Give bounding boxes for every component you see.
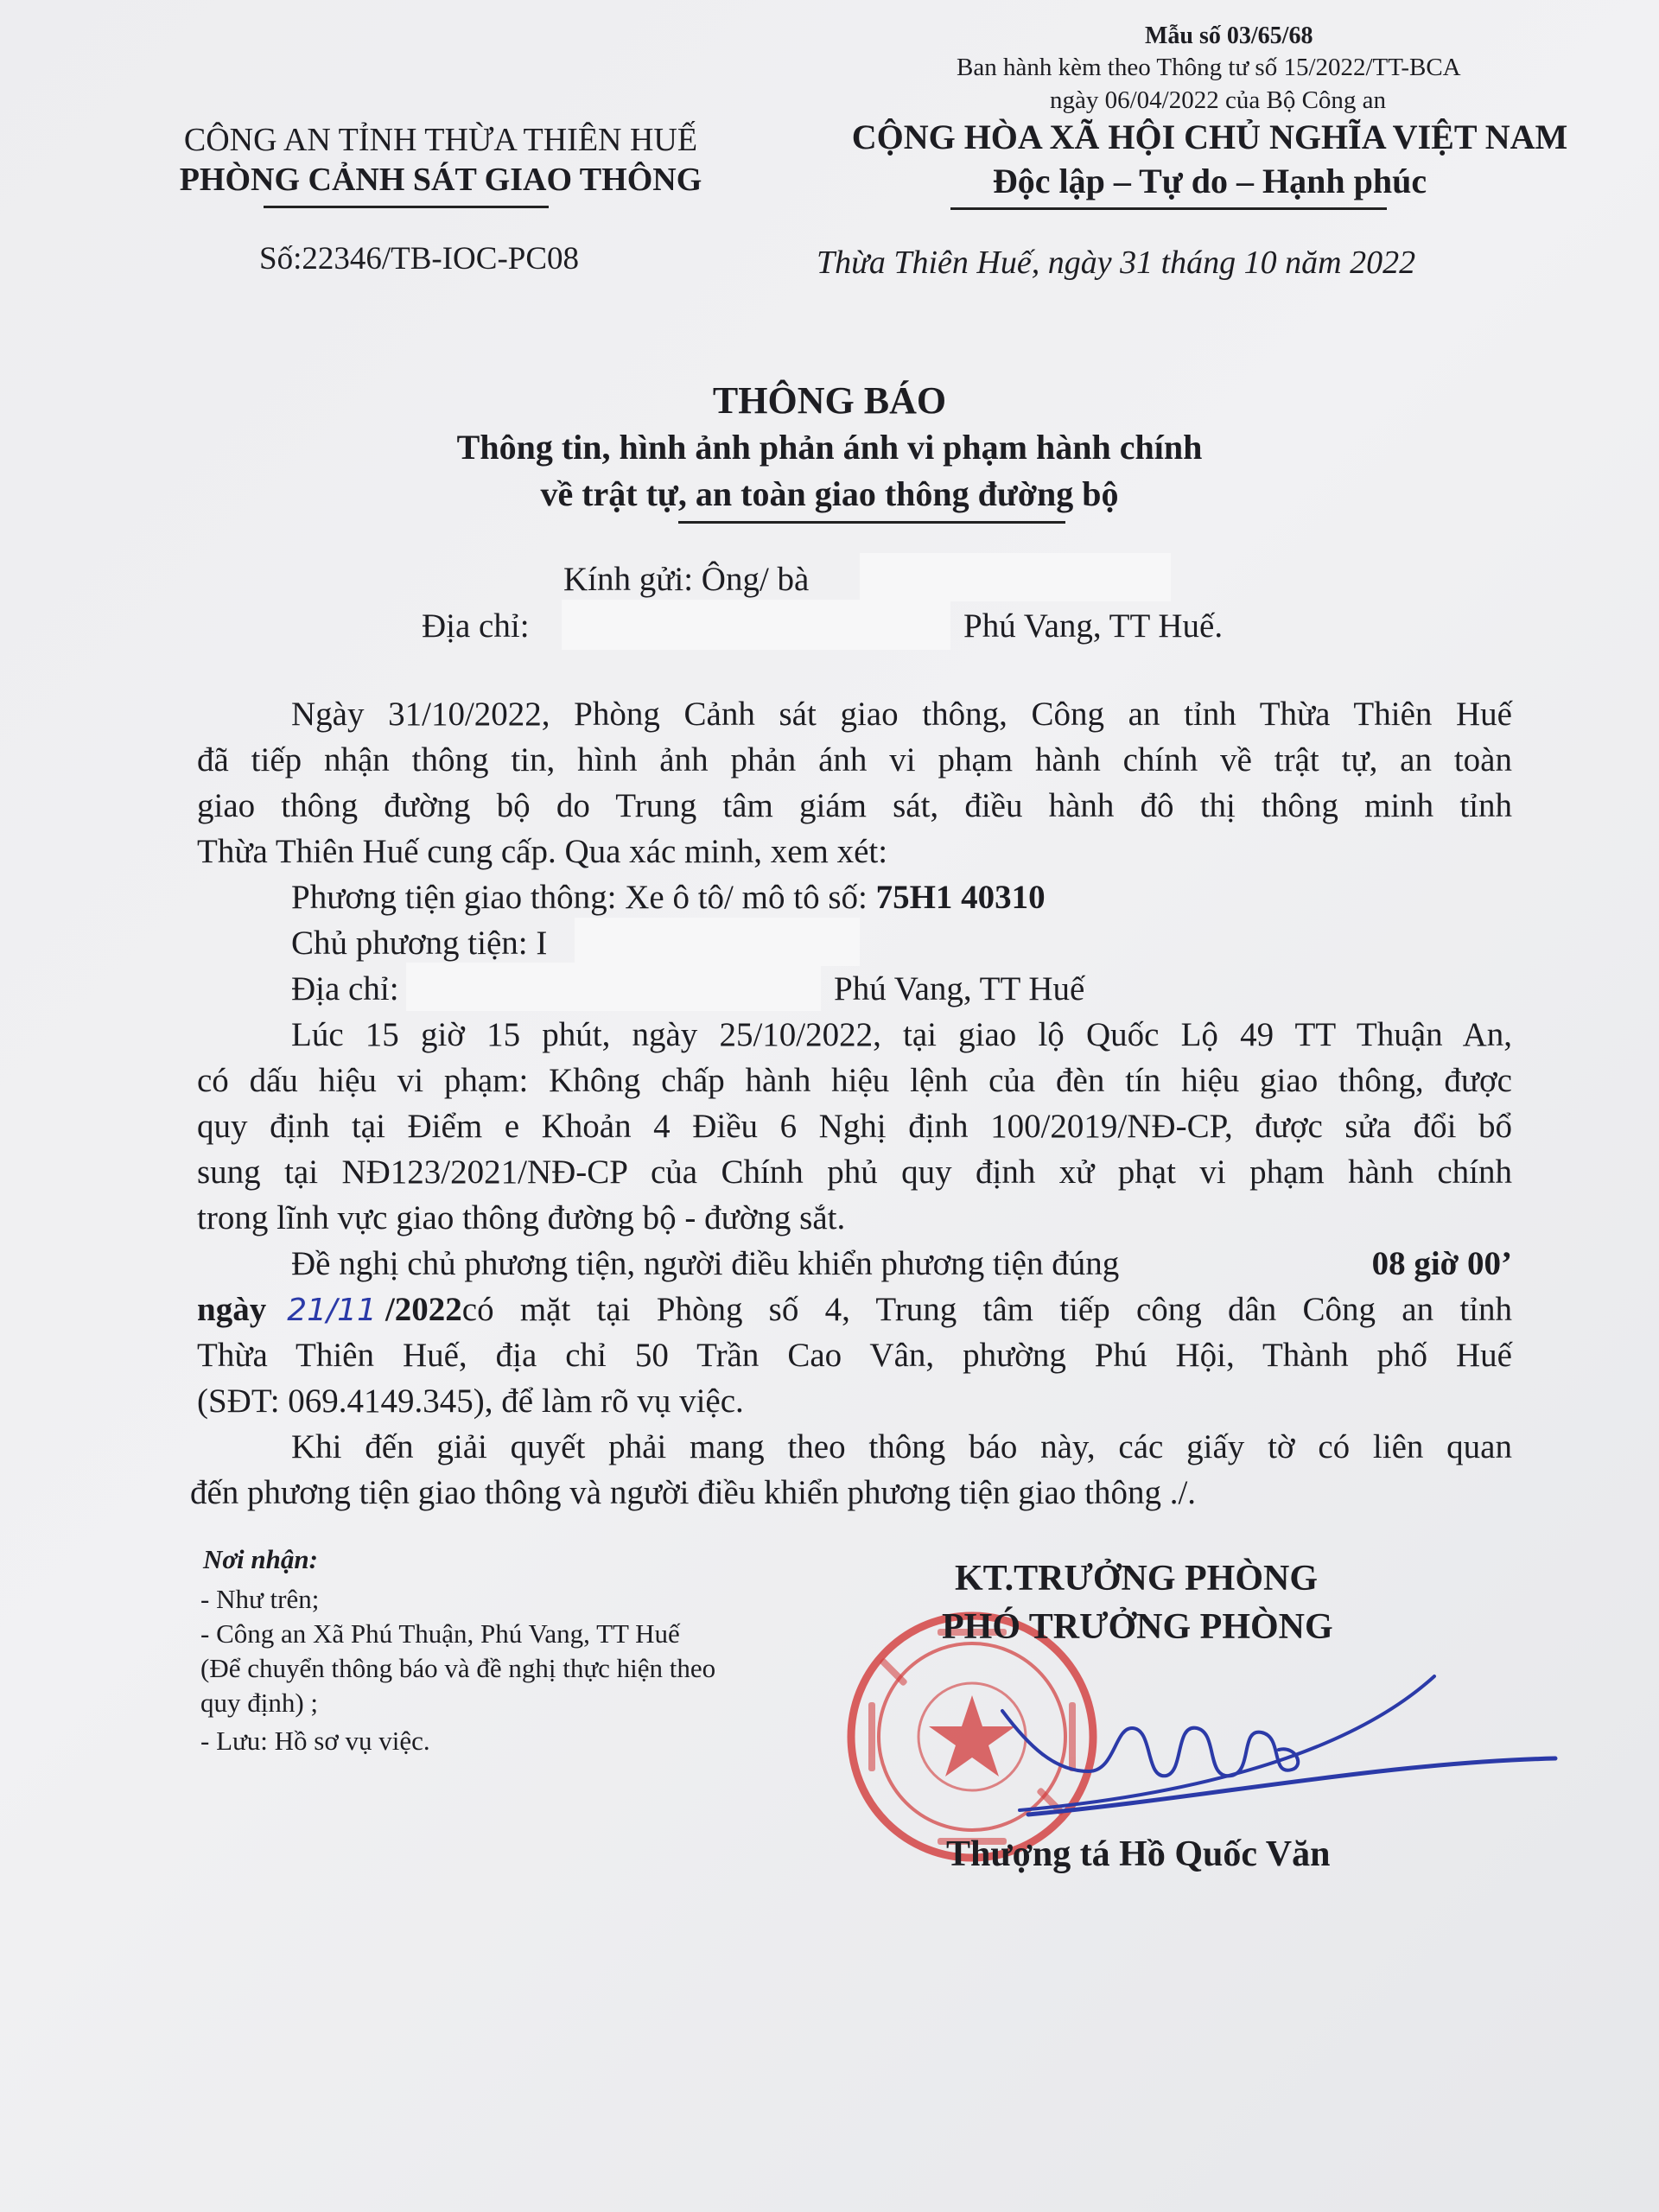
- address-tail: Phú Vang, TT Huế.: [963, 607, 1224, 645]
- intro-line-3: giao thông đường bộ do Trung tâm giám sát, điều hành đô thị thông minh tỉnh: [197, 787, 1512, 824]
- request-line-4: (SĐT: 069.4149.345), để làm rõ vụ việc.: [197, 1382, 744, 1420]
- violation-line-3: quy định tại Điểm e Khoản 4 Điều 6 Nghị định 100/2019/NĐ-CP, được sửa đổi bổ: [197, 1108, 1512, 1145]
- place-date: Thừa Thiên Huế, ngày 31 tháng 10 năm 2022: [817, 245, 1416, 281]
- handwritten-date: 21/11: [287, 1293, 377, 1328]
- closing-line-1: Khi đến giải quyết phải mang theo thông báo này, các giấy tờ có liên quan: [291, 1428, 1512, 1465]
- signer-name: Thượng tá Hồ Quốc Văn: [946, 1834, 1331, 1874]
- closing-line-2: đến phương tiện giao thông và người điều khiển phương tiện giao thông ./.: [190, 1474, 1197, 1511]
- handwritten-signature: [994, 1659, 1564, 1832]
- document-number: Số:22346/TB-IOC-PC08: [259, 241, 580, 276]
- violation-line-1: Lúc 15 giờ 15 phút, ngày 25/10/2022, tại giao lộ Quốc Lộ 49 TT Thuận An,: [291, 1016, 1512, 1053]
- intro-line-1: Ngày 31/10/2022, Phòng Cảnh sát giao thông, Công an tỉnh Thừa Thiên Huế: [291, 696, 1512, 733]
- owner-line: [291, 920, 547, 966]
- recipients-heading: Nơi nhận:: [203, 1544, 318, 1574]
- recipient-item-5: - Lưu: Hồ sơ vụ việc.: [200, 1726, 430, 1756]
- document-subtitle-2: về trật tự, an toàn giao thông đường bộ: [540, 474, 1119, 513]
- owner-address-tail: Phú Vang, TT Huế: [834, 970, 1085, 1007]
- document-subtitle-1: Thông tin, hình ảnh phản ánh vi phạm hành chính: [456, 428, 1203, 467]
- request-year: /2022: [385, 1291, 462, 1328]
- owner-partial: I: [536, 925, 548, 962]
- address-label: Địa chỉ:: [422, 607, 530, 645]
- nation-title: CỘNG HÒA XÃ HỘI CHỦ NGHĨA VIỆT NAM: [851, 118, 1568, 156]
- request-line-2-rest: có mặt tại Phòng số 4, Trung tâm tiếp công dân Công an tỉnh: [461, 1291, 1512, 1328]
- motto-underline: [950, 207, 1387, 210]
- recipient-item-4: quy định) ;: [200, 1688, 319, 1718]
- vehicle-line: [291, 874, 1046, 920]
- form-reference-line-2: ngày 06/04/2022 của Bộ Công an: [1050, 86, 1387, 114]
- agency-underline: [264, 206, 549, 208]
- agency-parent: CÔNG AN TỈNH THỪA THIÊN HUẾ: [183, 122, 698, 158]
- request-line-2: [197, 1287, 1512, 1333]
- request-line-3: Thừa Thiên Huế, địa chỉ 50 Trần Cao Vân, phường Phú Hội, Thành phố Huế: [197, 1337, 1512, 1374]
- redacted-name: [860, 553, 1171, 601]
- intro-line-2: đã tiếp nhận thông tin, hình ảnh phản ánh vi phạm hành chính về trật tự, an toàn: [197, 741, 1512, 779]
- title-underline: [678, 521, 1065, 524]
- agency-name: PHÒNG CẢNH SÁT GIAO THÔNG: [179, 162, 702, 198]
- document-title: THÔNG BÁO: [712, 379, 947, 422]
- intro-line-4: Thừa Thiên Huế cung cấp. Qua xác minh, xem xét:: [197, 833, 888, 870]
- salutation: Kính gửi: Ông/ bà: [563, 561, 810, 598]
- request-day-label: ngày: [197, 1291, 267, 1328]
- violation-line-2: có dấu hiệu vi phạm: Không chấp hành hiệu lệnh của đèn tín hiệu giao thông, được: [197, 1062, 1512, 1099]
- request-text: Đề nghị chủ phương tiện, người điều khiển phương tiện đúng: [291, 1245, 1120, 1282]
- recipient-item-3: (Để chuyển thông báo và đề nghị thực hiện theo: [200, 1653, 716, 1683]
- vehicle-plate: 75H1 40310: [875, 879, 1046, 916]
- signature-title-2: PHÓ TRƯỞNG PHÒNG: [942, 1607, 1333, 1647]
- violation-line-5: trong lĩnh vực giao thông đường bộ - đường sắt.: [197, 1199, 846, 1236]
- redacted-address: [562, 600, 950, 650]
- signature-title-1: KT.TRƯỞNG PHÒNG: [955, 1559, 1318, 1599]
- redacted-owner-address: [406, 963, 821, 1011]
- violation-line-4: sung tại NĐ123/2021/NĐ-CP của Chính phủ quy định xử phạt vi phạm hành chính: [197, 1154, 1512, 1191]
- vehicle-label: Phương tiện giao thông: Xe ô tô/ mô tô số:: [291, 879, 876, 916]
- recipient-item-1: - Như trên;: [200, 1584, 320, 1614]
- form-number: Mẫu số 03/65/68: [1145, 22, 1313, 49]
- request-time: 08 giờ 00’: [1371, 1245, 1512, 1282]
- nation-motto: Độc lập – Tự do – Hạnh phúc: [992, 162, 1427, 200]
- redacted-owner: [575, 918, 860, 966]
- recipient-item-2: - Công an Xã Phú Thuận, Phú Vang, TT Huế: [200, 1618, 680, 1649]
- owner-address-label: Địa chỉ:: [291, 970, 399, 1007]
- request-line-1: [291, 1241, 1512, 1287]
- owner-label: Chủ phương tiện:: [291, 925, 537, 962]
- form-reference-line-1: Ban hành kèm theo Thông tư số 15/2022/TT-BCA: [957, 54, 1461, 81]
